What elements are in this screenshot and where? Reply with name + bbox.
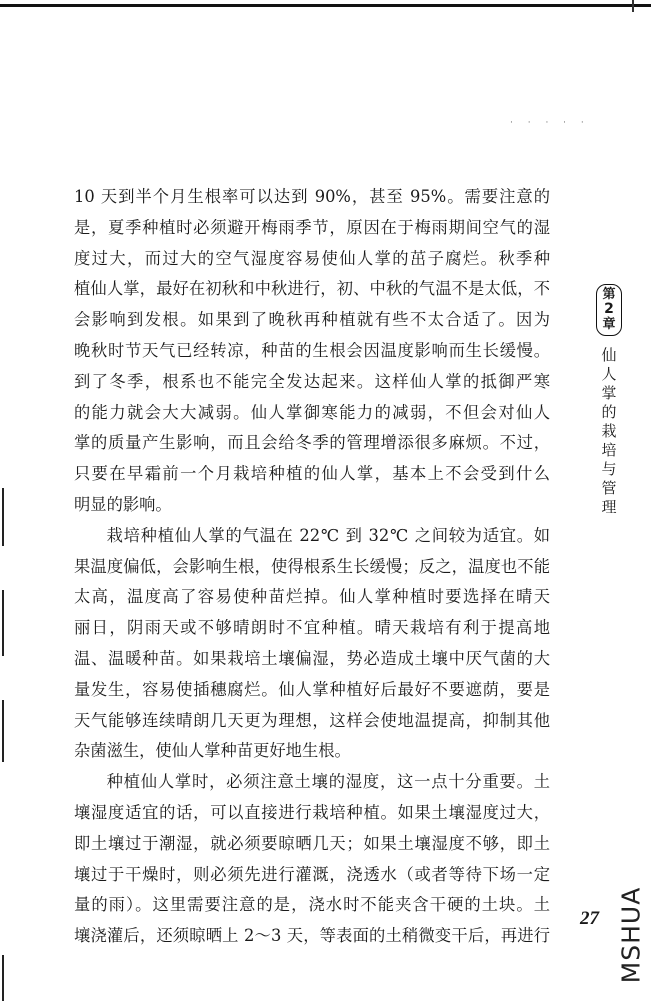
text-line: 壤浇灌后，还须晾晒上 2～3 天，等表面的土稍微变干后，再进行 <box>74 926 550 946</box>
text-line: 果温度偏低，会影响生根，使得根系生长缓慢；反之，温度也不能 <box>74 556 550 576</box>
text-line: 会影响到发根。如果到了晚秋再种植就有些不太合适了。因为 <box>74 310 550 330</box>
text-line: 到了冬季，根系也不能完全发达起来。这样仙人掌的抵御严寒 <box>74 371 550 391</box>
text-line: 栽培种植仙人掌的气温在 22℃ 到 32℃ 之间较为适宜。如 <box>106 525 550 545</box>
page-number: 27 <box>580 908 599 929</box>
body-text <box>74 182 550 952</box>
text-line: 太高，温度高了容易使种苗烂掉。仙人掌种植时要选择在晴天 <box>74 587 550 607</box>
text-line: 量发生，容易使插穗腐烂。仙人掌种植好后最好不要遮荫，要是 <box>74 679 550 699</box>
text-line: 掌的质量产生影响，而且会给冬季的管理增添很多麻烦。不过， <box>74 433 550 453</box>
watermark <box>611 880 651 990</box>
paragraph-1 <box>74 182 550 521</box>
text-line: 的能力就会大大减弱。仙人掌御寒能力的减弱，不但会对仙人 <box>74 402 550 422</box>
top-corner-mark <box>632 0 651 12</box>
text-line: 杂菌滋生，使仙人掌种苗更好地生根。 <box>74 741 351 761</box>
chapter-number: 2 <box>604 301 614 317</box>
text-line: 是，夏季种植时必须避开梅雨季节，原因在于梅雨期间空气的湿 <box>74 217 550 237</box>
paragraph-2 <box>74 521 550 767</box>
text-line: 种植仙人掌时，必须注意土壤的湿度，这一点十分重要。土 <box>106 772 550 792</box>
text-line: 温、温暖种苗。如果栽培土壤偏湿，势必造成土壤中厌气菌的大 <box>74 648 550 668</box>
text-line: 壤湿度适宜的话，可以直接进行栽培种植。如果土壤湿度过大， <box>74 802 550 822</box>
text-line: 量的雨）。这里需要注意的是，浇水时不能夹含干硬的土块。土 <box>74 895 550 915</box>
top-border-rule <box>0 4 651 7</box>
scan-artifact-dots: · · · · · <box>510 118 590 128</box>
text-line: 10 天到半个月生根率可以达到 90%，甚至 95%。需要注意的 <box>74 187 550 206</box>
text-line: 壤过于干燥时，则必须先进行灌溉，浇透水（或者等待下场一定 <box>74 864 550 884</box>
text-line: 晚秋时节天气已经转凉，种苗的生根会因温度影响而生长缓慢。 <box>74 340 550 360</box>
chapter-badge <box>596 284 622 336</box>
watermark-text: MSHUA <box>616 886 646 984</box>
chapter-badge-top: 第 <box>602 287 616 302</box>
text-line: 丽日，阴雨天或不够晴朗时不宜种植。晴天栽培有利于提高地 <box>74 618 550 638</box>
text-line: 天气能够连续晴朗几天更为理想，这样会使地温提高，抑制其他 <box>74 710 550 730</box>
text-line: 度过大，而过大的空气湿度容易使仙人掌的茁子腐烂。秋季种 <box>74 248 550 268</box>
left-margin-mark <box>2 955 4 1001</box>
left-margin-mark <box>2 488 4 546</box>
chapter-title: 仙人掌的栽培与管理 <box>601 346 617 516</box>
text-line: 即土壤过于潮湿，就必须要晾晒几天；如果土壤湿度不够，即土 <box>74 833 550 853</box>
text-line: 植仙人掌，最好在初秋和中秋进行，初、中秋的气温不是太低，不 <box>74 279 550 299</box>
chapter-badge-bottom: 章 <box>602 317 616 332</box>
paragraph-3 <box>74 767 550 952</box>
left-margin-mark <box>2 590 4 656</box>
text-line: 只要在早霜前一个月栽培种植的仙人掌，基本上不会受到什么 <box>74 464 550 484</box>
text-line: 明显的影响。 <box>74 494 172 514</box>
chapter-tab <box>596 284 622 517</box>
left-margin-mark <box>2 700 4 762</box>
